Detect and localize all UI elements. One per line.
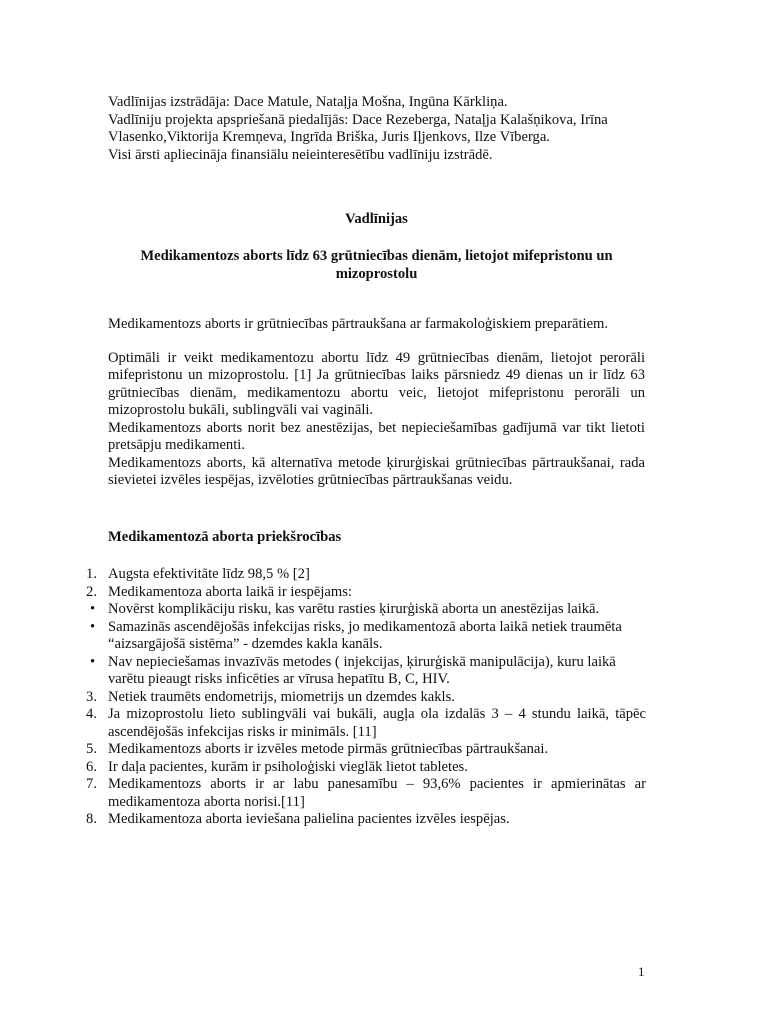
list-item xyxy=(80,566,646,584)
list-number: 3. xyxy=(86,688,97,705)
bullet-item xyxy=(80,619,646,654)
list-item xyxy=(80,741,646,759)
list-item-text: Augsta efektivitāte līdz 98,5 % [2] xyxy=(108,566,310,582)
list-item-text: Medikamentozs aborts ir ar labu panesamību – 93,6% pacientes ir apmierinātas ar medikamentoza aborta norisi.[11] xyxy=(108,776,646,810)
bullet-item xyxy=(80,601,646,619)
document-subtitle: Medikamentozs aborts līdz 63 grūtniecības dienām, lietojot mifepristonu un mizoprostolu xyxy=(140,248,613,282)
list-item xyxy=(80,706,646,741)
document-title: Vadlīnijas xyxy=(345,211,408,227)
reviewers-line: Vadlīniju projekta apspriešanā piedalījās: Dace Rezeberga, Nataļja Kalašņikova, Irīna Vlasenko,Viktorija Kremņeva, Ingrīda Briška, Juris Iļjenkovs, Ilze Vīberga. xyxy=(108,111,608,145)
bullet-text: Novērst komplikāciju risku, kas varētu rasties ķirurģiskā aborta un anestēzijas laikā. xyxy=(108,601,600,617)
list-item xyxy=(80,584,646,602)
disclosure-line: Visi ārsti apliecināja finansiālu neieinteresētību vadlīniju izstrādē. xyxy=(108,146,493,163)
page-number: 1 xyxy=(638,964,645,979)
list-item xyxy=(80,689,646,707)
list-number: 4. xyxy=(86,706,97,722)
list-number: 6. xyxy=(86,758,97,775)
list-item xyxy=(80,811,646,829)
advantages-list xyxy=(80,566,646,829)
authors-block xyxy=(108,94,645,164)
list-number: 5. xyxy=(86,741,97,757)
bullet-icon: • xyxy=(90,601,96,617)
bullet-icon: • xyxy=(90,653,96,670)
list-item xyxy=(80,759,646,777)
list-number: 2. xyxy=(86,583,97,600)
list-item-text: Ir daļa pacientes, kurām ir psiholoģiski vieglāk lietot tabletes. xyxy=(108,758,468,775)
list-item xyxy=(80,776,646,811)
intro-paragraph: Medikamentozs aborts, kā alternatīva metode ķirurģiskai grūtniecības pārtraukšanai, rada sievietei izvēles iespējas, izvēloties grūtniecības pārtraukšanas veidu. xyxy=(108,454,645,488)
intro-section xyxy=(108,316,645,490)
bullet-text: Nav nepieciešamas invazīvās metodes ( injekcijas, ķirurģiskā manipulācija), kuru laikā varētu pieaugt risks inficēties ar vīrusa hepatītu B, C, HIV. xyxy=(108,653,616,687)
list-number: 8. xyxy=(86,811,97,827)
list-item-text: Medikamentoza aborta laikā ir iespējams: xyxy=(108,583,352,600)
list-item-text: Ja mizoprostolu lieto sublingvāli vai bukāli, augļa ola izdalās 3 – 4 stundu laikā, tāpēc ascendējošās infekcijas risks ir minimāls. [11] xyxy=(108,706,646,740)
list-item-text: Netiek traumēts endometrijs, miometrijs un dzemdes kakls. xyxy=(108,688,455,705)
list-number: 1. xyxy=(86,566,97,582)
authors-line: Vadlīnijas izstrādāja: Dace Matule, Nataļja Mošna, Ingūna Kārkliņa. xyxy=(108,94,508,110)
list-item-text: Medikamentozs aborts ir izvēles metode pirmās grūtniecības pārtraukšanai. xyxy=(108,741,549,757)
intro-paragraph: Optimāli ir veikt medikamentozu abortu līdz 49 grūtniecības dienām, lietojot perorāli mifepristonu un mizoprostolu. [1] Ja grūtniecības laiks pārsniedz 49 dienas un ir līdz 63 grūtniecības dienām, medikamentozu abortu veic, lietojot mifepristonu perorāli un mizoprostolu bukāli, sublingvāli vai vagināli. xyxy=(108,349,645,418)
intro-paragraph: Medikamentozs aborts norit bez anestēzijas, bet nepieciešamības gadījumā var tikt lietoti pretsāpju medikamenti. xyxy=(108,419,645,453)
list-number: 7. xyxy=(86,776,97,792)
bullet-item xyxy=(80,654,646,689)
list-item-text: Medikamentoza aborta ieviešana palielina pacientes izvēles iespējas. xyxy=(108,811,510,827)
intro-paragraph: Medikamentozs aborts ir grūtniecības pārtraukšana ar farmakoloģiskiem preparātiem. xyxy=(108,316,609,332)
section-heading: Medikamentozā aborta priekšrocības xyxy=(108,529,342,545)
bullet-icon: • xyxy=(90,618,96,635)
bullet-text: Samazinās ascendējošās infekcijas risks, jo medikamentozā aborta laikā netiek traumēta “aizsargājošā sistēma” - dzemdes kakla kanāls. xyxy=(108,618,622,652)
